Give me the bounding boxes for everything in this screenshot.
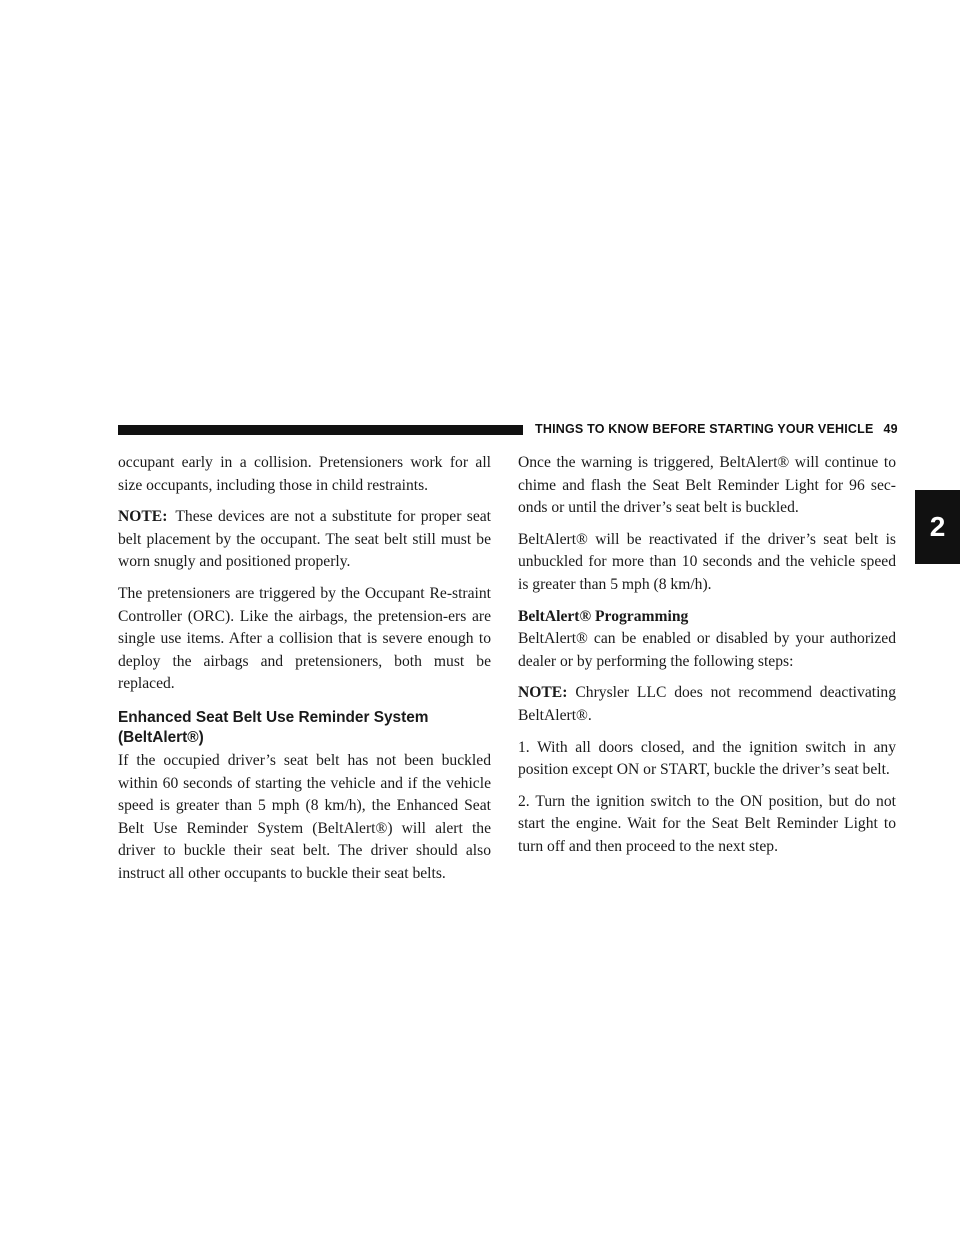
subheading-programming: BeltAlert® Programming xyxy=(518,607,689,625)
paragraph-warning-triggered: Once the warning is triggered, BeltAlert® will continue to chime and flash the Seat Belt Reminder Light for 96 sec-onds or until the driver’s seat belt is buckled. xyxy=(518,454,896,517)
running-header-title: THINGS TO KNOW BEFORE STARTING YOUR VEHICLE xyxy=(535,422,874,436)
note-devices xyxy=(118,506,491,574)
note-text: Chrysler LLC does not recommend deactivating BeltAlert®. xyxy=(518,684,896,724)
left-column xyxy=(118,452,491,895)
right-column xyxy=(518,452,896,868)
chapter-tab-number: 2 xyxy=(929,511,946,542)
section-heading-beltalert: Enhanced Seat Belt Use Reminder System (BeltAlert®) xyxy=(118,708,429,746)
note-deactivating xyxy=(518,682,896,727)
note-text: These devices are not a substitute for proper seat belt placement by the occupant. The seat belt still must be worn snugly and positioned properly. xyxy=(118,508,491,571)
paragraph-pretensioners-trigger: The pretensioners are triggered by the Occupant Re-straint Controller (ORC). Like the airbags, the pretension-ers are single use items. After a collision that is severe enough to deploy the airbags and pretensioners, both must be replaced. xyxy=(118,584,491,693)
step-1: 1. With all doors closed, and the ignition switch in any position except ON or START, buckle the driver’s seat belt. xyxy=(518,738,896,779)
chapter-tab xyxy=(915,490,960,564)
paragraph-reactivated: BeltAlert® will be reactivated if the driver’s seat belt is unbuckled for more than 10 seconds and the vehicle speed is greater than 5 mph (8 km/h). xyxy=(518,530,896,593)
note-label: NOTE: xyxy=(518,684,568,702)
paragraph-enable-disable: BeltAlert® can be enabled or disabled by your authorized dealer or by performing the following steps: xyxy=(518,630,896,670)
step-2: 2. Turn the ignition switch to the ON position, but do not start the engine. Wait for the Seat Belt Reminder Light to turn off and then proceed to the next step. xyxy=(518,792,896,855)
page-number: 49 xyxy=(883,422,898,436)
note-label: NOTE: xyxy=(118,508,168,526)
header-rule-bar xyxy=(118,425,523,435)
paragraph-beltalert-intro: If the occupied driver’s seat belt has not been buckled within 60 seconds of starting the vehicle and if the vehicle speed is greater than 5 mph (8 km/h), the Enhanced Seat Belt Use Reminder System (BeltAlert®) will alert the driver to buckle their seat belt. The driver should also instruct all other occupants to buckle their seat belts. xyxy=(118,751,491,882)
paragraph-pretensioners-size: occupant early in a collision. Pretensioners work for all size occupants, including those in child restraints. xyxy=(118,454,491,494)
running-header xyxy=(535,422,898,436)
